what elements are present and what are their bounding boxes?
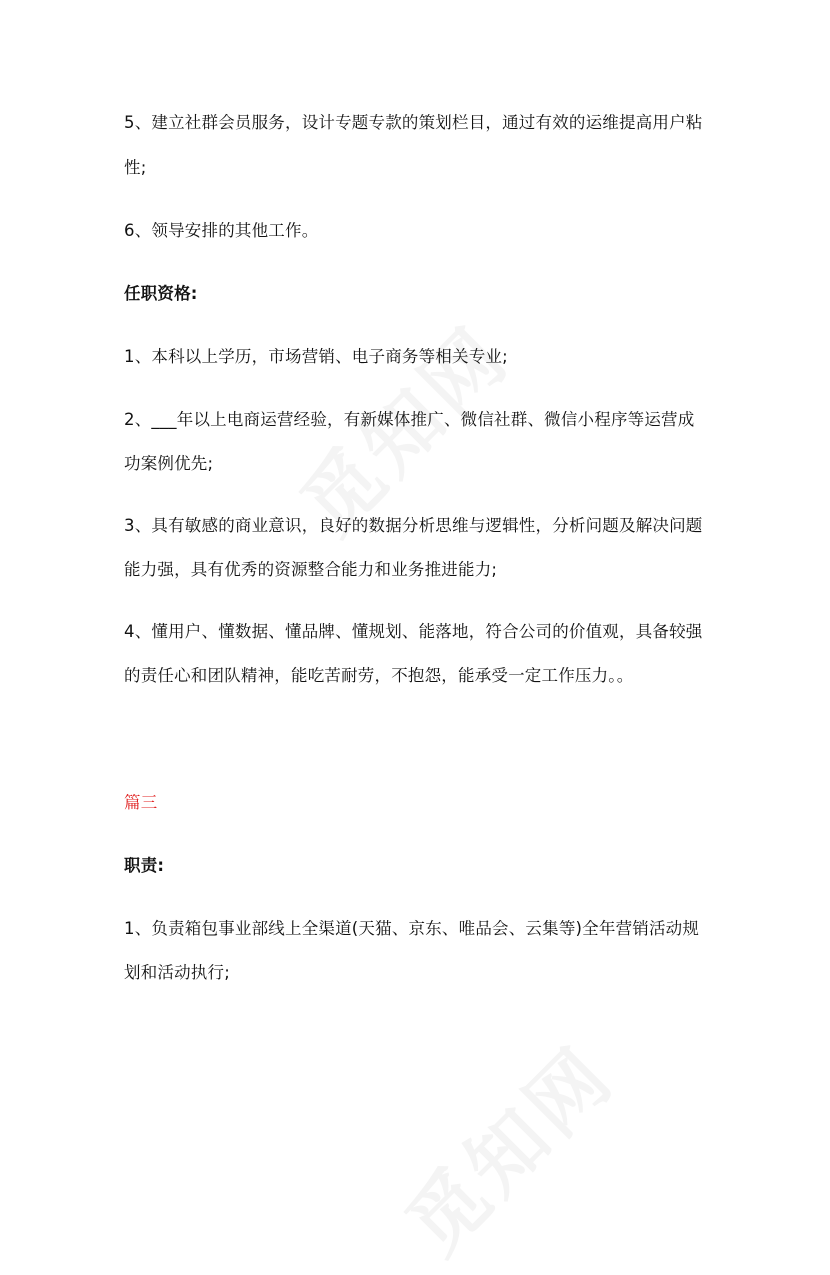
qualifications-heading: 任职资格: (124, 284, 198, 303)
duty-item-1-line-1: 1、负责箱包事业部线上全渠道(天猫、京东、唯品会、云集等)全年营销活动规 (124, 919, 700, 938)
qualification-item-4-line-2: 的责任心和团队精神，能吃苦耐劳，不抱怨，能承受一定工作压力。。 (124, 666, 634, 685)
duty-item-5-line-2: 性; (124, 158, 147, 177)
duty-item-6: 6、领导安排的其他工作。 (124, 221, 319, 240)
duty-item-1-line-2: 划和活动执行; (124, 963, 230, 982)
qualification-item-3-line-2: 能力强，具有优秀的资源整合能力和业务推进能力; (124, 560, 498, 579)
watermark (377, 1017, 634, 1274)
qualification-item-2-line-2: 功案例优先; (124, 454, 214, 473)
duty-item-5-line-1: 5、建立社群会员服务，设计专题专款的策划栏目，通过有效的运维提高用户粘 (124, 113, 703, 132)
duties-heading: 职责: (124, 856, 165, 875)
qualification-item-4-line-1: 4、懂用户、懂数据、懂品牌、懂规划、能落地，符合公司的价值观，具备较强 (124, 622, 703, 641)
section-title: 篇三 (124, 793, 158, 812)
qualification-item-2-line-1: 2、___年以上电商运营经验，有新媒体推广、微信社群、微信小程序等运营成 (124, 410, 695, 429)
qualification-item-1: 1、本科以上学历，市场营销、电子商务等相关专业; (124, 347, 508, 366)
qualification-item-3-line-1: 3、具有敏感的商业意识，良好的数据分析思维与逻辑性，分析问题及解决问题 (124, 516, 703, 535)
